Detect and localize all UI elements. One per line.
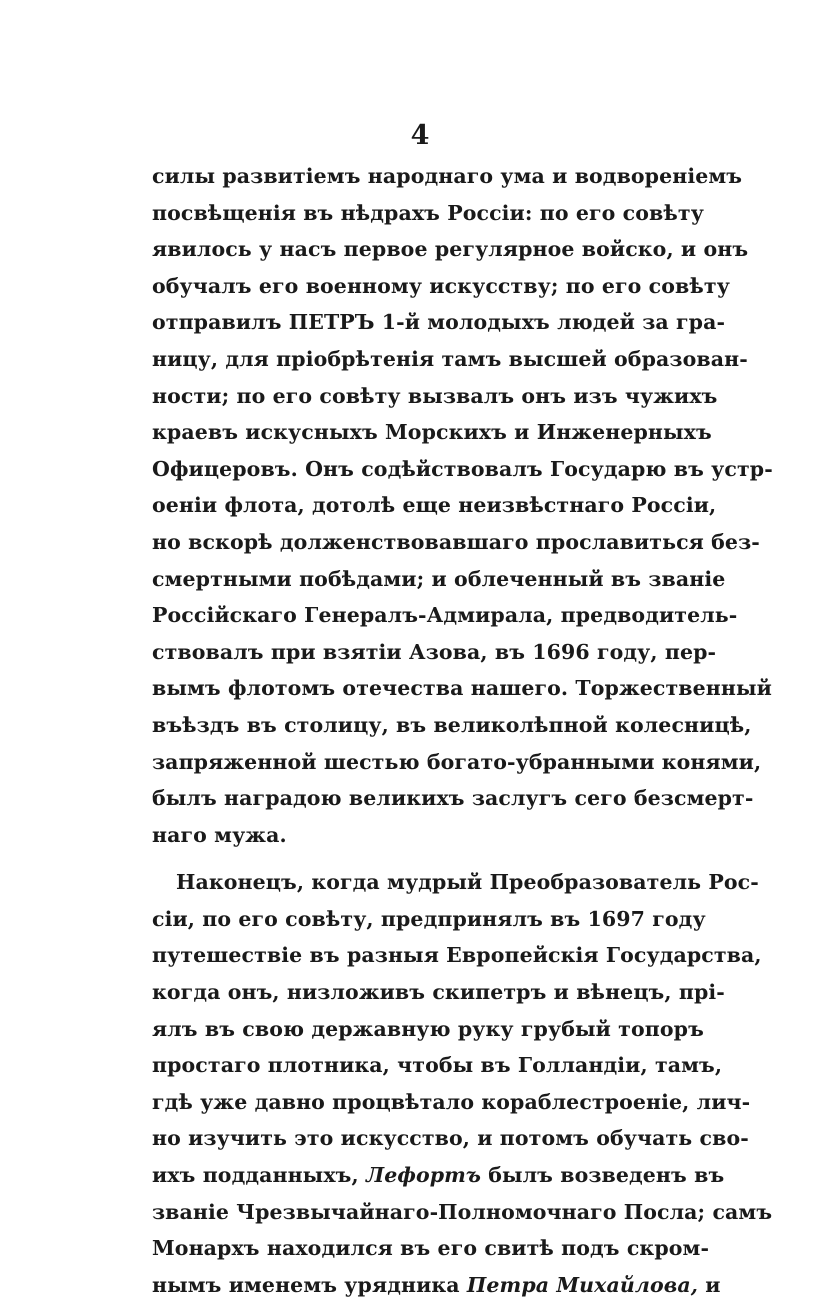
body-text	[152, 158, 773, 1303]
paragraph-2	[152, 864, 773, 1303]
text-line: простаго плотника, чтобы въ Голландіи, тамъ,	[152, 1053, 723, 1078]
text-line: посвѣщенія въ нѣдрахъ Россіи: по его совѣту	[152, 200, 704, 225]
text-line: запряженной шестью богато-убранными конями,	[152, 749, 762, 774]
page-number: 4	[410, 120, 430, 151]
text-line: Монархъ находился въ его свитѣ подъ скром-	[152, 1236, 710, 1261]
italic-name-lefort: Лефортъ	[365, 1163, 481, 1188]
text-line: въѣздъ въ столицу, въ великолѣпной колесницѣ,	[152, 712, 752, 737]
paragraph-gap	[152, 853, 696, 864]
text-line: Наконецъ, когда мудрый Преобразователь Рос-	[176, 870, 759, 895]
text-line: званіе Чрезвычайнаго-Полномочнаго Посла; самъ	[152, 1199, 773, 1224]
text-line: сіи, по его совѣту, предпринялъ въ 1697 году	[152, 906, 706, 931]
text-line: краевъ искусныхъ Морскихъ и Инженерныхъ	[152, 420, 712, 445]
text-line: когда онъ, низложивъ скипетръ и вѣнецъ, прі-	[152, 980, 725, 1005]
paragraph-1	[152, 158, 773, 853]
text-line: но изучить это искусство, и потомъ обучать сво-	[152, 1126, 749, 1151]
text-line: ницу, для пріобрѣтенія тамъ высшей образован-	[152, 346, 748, 371]
text-line: но вскорѣ долженствовавшаго прославиться без-	[152, 529, 760, 554]
text-line: смертными побѣдами; и облеченный въ званіе	[152, 566, 726, 591]
text-line: отправилъ ПЕТРЪ 1-й молодыхъ людей за гра-	[152, 310, 726, 335]
text-line: обучалъ его военному искусству; по его совѣту	[152, 273, 730, 298]
text-line: ялъ въ свою державную руку грубый топоръ	[152, 1016, 704, 1041]
text-line: былъ наградою великихъ заслугъ сего безсмерт-	[152, 786, 754, 811]
text-line: путешествіе въ разныя Европейскія Государства,	[152, 943, 762, 968]
text-segment: былъ возведенъ въ	[488, 1163, 725, 1188]
text-line: Россійскаго Генералъ-Адмирала, предводитель-	[152, 603, 738, 628]
text-line-mixed	[152, 1267, 721, 1303]
text-line: Офицеровъ. Онъ содѣйствовалъ Государю въ устр-	[152, 456, 773, 481]
italic-name-peter: Петра Михайлова,	[466, 1272, 698, 1297]
text-segment: и	[705, 1272, 721, 1297]
text-line-mixed	[152, 1157, 725, 1194]
text-segment: ихъ подданныхъ,	[152, 1163, 359, 1188]
text-segment: нымъ именемъ урядника	[152, 1272, 460, 1297]
text-line: гдѣ уже давно процвѣтало кораблестроеніе, лич-	[152, 1089, 751, 1114]
text-line: ности; по его совѣту вызвалъ онъ изъ чужихъ	[152, 383, 718, 408]
text-line: оеніи флота, дотолѣ еще неизвѣстнаго Россіи,	[152, 493, 717, 518]
text-line: явилось у насъ первое регулярное войско, и онъ	[152, 237, 749, 262]
text-line: наго мужа.	[152, 822, 287, 847]
text-line: силы развитіемъ народнаго ума и водвореніемъ	[152, 164, 743, 188]
text-line: вымъ флотомъ отечества нашего. Торжественный	[152, 676, 772, 701]
text-line: ствовалъ при взятіи Азова, въ 1696 году, пер-	[152, 639, 717, 664]
